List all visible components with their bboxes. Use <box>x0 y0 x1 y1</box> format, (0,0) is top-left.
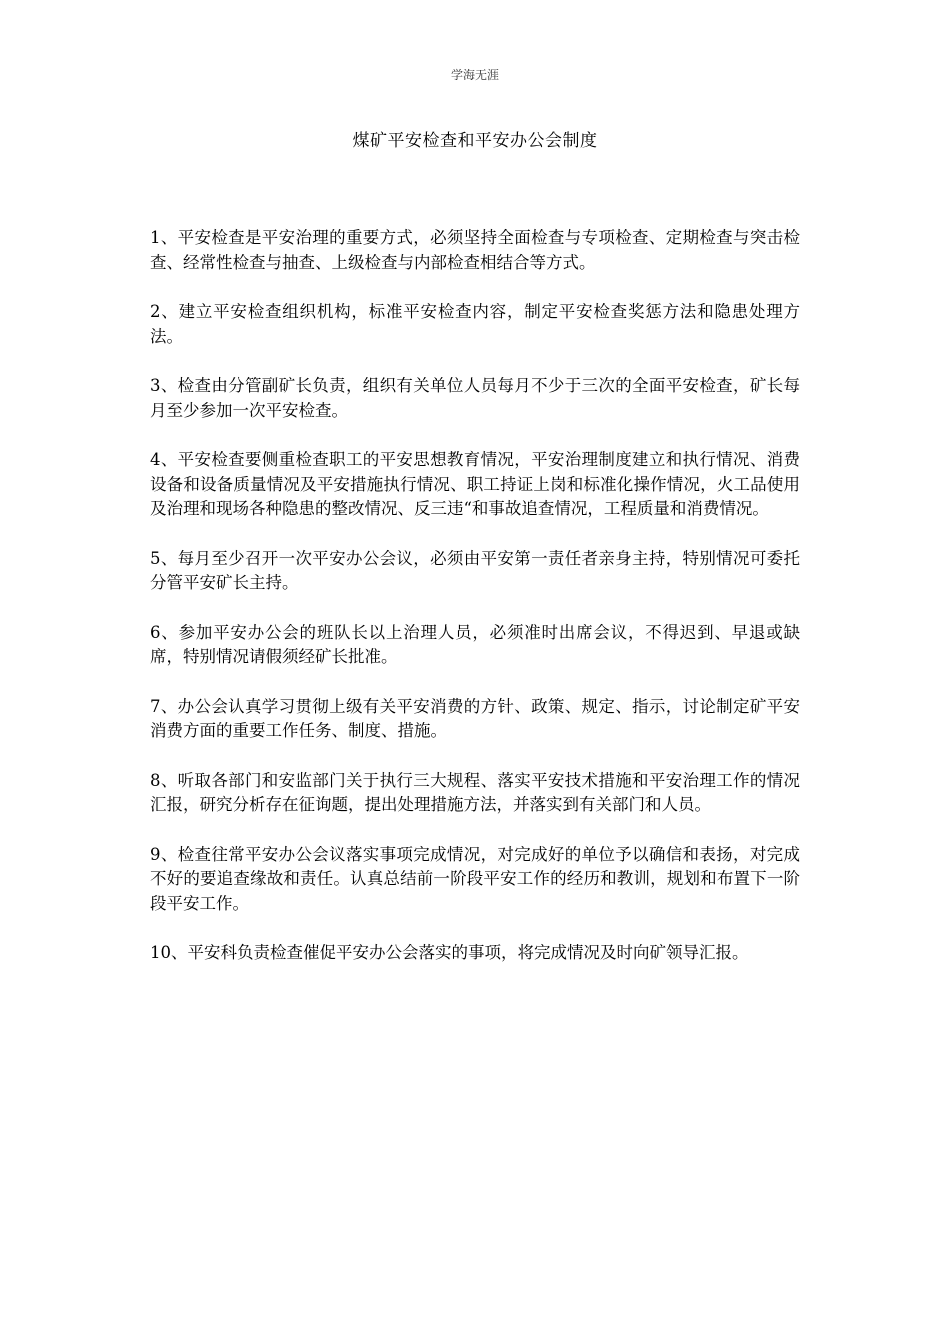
paragraph-10: 10、平安科负责检查催促平安办公会落实的事项，将完成情况及时向矿领导汇报。 <box>150 943 749 962</box>
paragraph-5: 5、每月至少召开一次平安办公会议，必须由平安第一责任者亲身主持，特别情况可委托分管平安矿长主持。 <box>150 548 800 592</box>
paragraph-4: 4、平安检查要侧重检查职工的平安思想教育情况，平安治理制度建立和执行情况、消费设备和设备质量情况及平安措施执行情况、职工持证上岗和标准化操作情况，火工品使用及治理和现场各种隐患的整改情况、反三违“和事故追查情况，工程质量和消费情况。 <box>150 450 800 518</box>
paragraph-6: 6、参加平安办公会的班队长以上治理人员，必须准时出席会议，不得迟到、早退或缺席，特别情况请假须经矿长批准。 <box>150 622 800 666</box>
paragraph-3: 3、检查由分管副矿长负责，组织有关单位人员每月不少于三次的全面平安检查，矿长每月至少参加一次平安检查。 <box>150 376 800 420</box>
paragraph-8: 8、听取各部门和安监部门关于执行三大规程、落实平安技术措施和平安治理工作的情况汇报，研究分析存在征询题，提出处理措施方法，并落实到有关部门和人员。 <box>150 770 800 814</box>
document-body <box>150 226 800 991</box>
document-title: 煤矿平安检查和平安办公会制度 <box>352 131 598 151</box>
page-header: 学海无涯 <box>450 68 499 82</box>
paragraph-9: 9、检查往常平安办公会议落实事项完成情况，对完成好的单位予以确信和表扬，对完成不好的要追查缘故和责任。认真总结前一阶段平安工作的经历和教训，规划和布置下一阶段平安工作。 <box>150 844 800 913</box>
paragraph-7: 7、办公会认真学习贯彻上级有关平安消费的方针、政策、规定、指示，讨论制定矿平安消费方面的重要工作任务、制度、措施。 <box>150 696 800 740</box>
paragraph-1: 1、平安检查是平安治理的重要方式，必须坚持全面检查与专项检查、定期检查与突击检查、经常性检查与抽查、上级检查与内部检查相结合等方式。 <box>150 228 800 272</box>
paragraph-2: 2、建立平安检查组织机构，标准平安检查内容，制定平安检查奖惩方法和隐患处理方法。 <box>150 302 800 346</box>
